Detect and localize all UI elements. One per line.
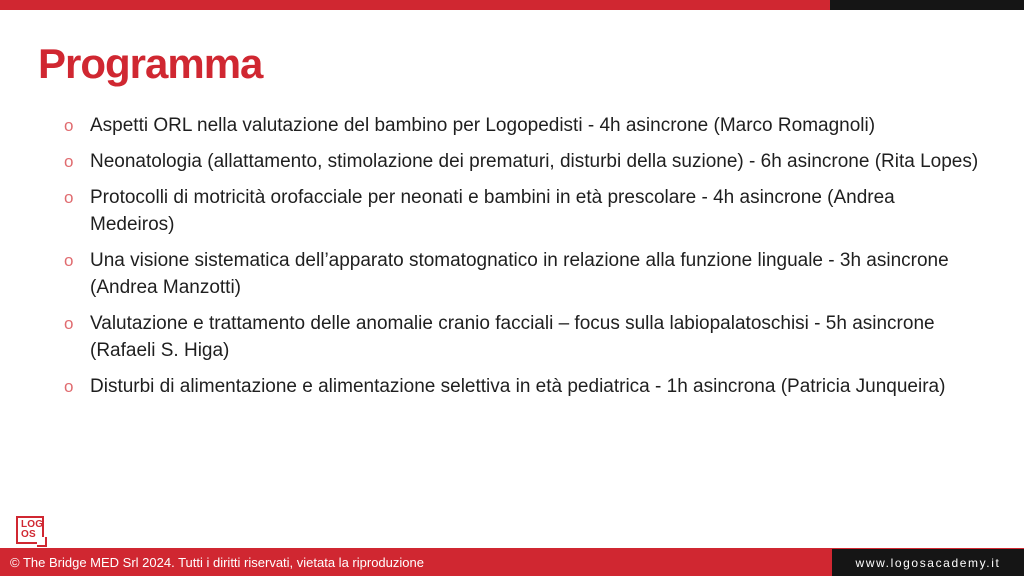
list-item — [60, 148, 982, 175]
footer-website-box — [832, 549, 1024, 576]
bullet-icon: o — [64, 377, 74, 396]
bullet-icon: o — [64, 152, 74, 171]
list-item-text: Una visione sistematica dell’apparato stomatognatico in relazione alla funzione linguale - 3h asincrone (Andrea Manzotti) — [90, 250, 949, 298]
bullet-icon: o — [64, 314, 74, 333]
logo-corner-tail — [37, 537, 47, 547]
top-accent-bar — [0, 0, 1024, 10]
logo-text-line2: OS — [21, 529, 36, 540]
list-item — [60, 184, 982, 238]
page-title: Programma — [38, 40, 263, 87]
logos-logo — [16, 516, 50, 550]
copyright-text: © The Bridge MED Srl 2024. Tutti i diritti riservati, vietata la riproduzione — [10, 554, 424, 570]
list-item-text: Disturbi di alimentazione e alimentazione selettiva in età pediatrica - 1h asincrona (Patricia Junqueira) — [90, 376, 946, 397]
list-item-text: Protocolli di motricità orofacciale per neonati e bambini in età prescolare - 4h asincrone (Andrea Medeiros) — [90, 187, 895, 235]
top-accent-bar-black-segment — [830, 0, 1024, 10]
bullet-icon: o — [64, 116, 74, 135]
list-item-text: Valutazione e trattamento delle anomalie cranio facciali – focus sulla labiopalatoschisi - 5h asincrone (Rafaeli S. Higa) — [90, 313, 935, 361]
website-url: www.logosacademy.it — [855, 555, 1001, 570]
bullet-icon: o — [64, 188, 74, 207]
list-item — [60, 112, 982, 139]
logo-text-line1: LOG — [21, 519, 44, 530]
bullet-icon: o — [64, 251, 74, 270]
list-item — [60, 247, 982, 301]
list-item — [60, 373, 982, 400]
program-list — [60, 112, 982, 409]
list-item-text: Aspetti ORL nella valutazione del bambino per Logopedisti - 4h asincrone (Marco Romagnoli) — [90, 115, 876, 136]
list-item-text: Neonatologia (allattamento, stimolazione dei prematuri, disturbi della suzione) - 6h asincrone (Rita Lopes) — [90, 151, 979, 172]
list-item — [60, 310, 982, 364]
